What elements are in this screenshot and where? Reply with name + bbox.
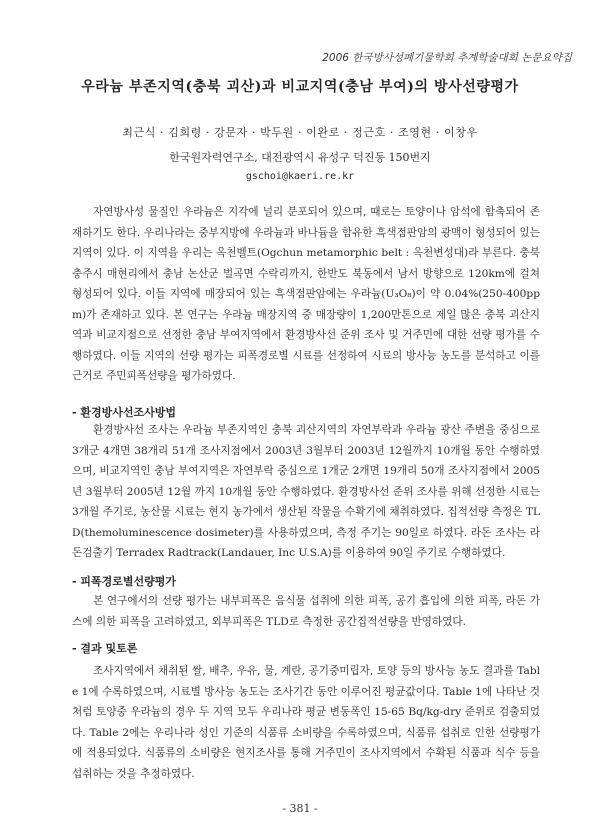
results-paragraph: 조사지역에서 채취된 쌀, 배추, 우유, 물, 계란, 공기중미립자, 토양 등의 방사능 농도 결과를 Table 1에 수록하였으며, 시료별 방사능 농도는 조사기간 동안 이루어진 평균값이다. Table 1에 나타난 것처럼 토양중 우라늄의 경우 두 지역 모두 우리나라 평균 변동폭인 15-65 Bq/kg-dry 준위로 검출되었다. Table 2에는 우리나라 성인 기준의 식품류 소비량을 수록하였으며, 식품류 섭취로 인한 선량평가에 적용되었다. 식품류의 소비량은 현지조사를 통해 거주민이 조사지역에서 수확된 식품과 식수 등을 섭취하는 것을 추정하였다.	[72, 665, 540, 780]
paper-title: 우라늄 부존지역(충북 괴산)과 비교지역(충남 부여)의 방사선량평가	[81, 79, 519, 95]
methods-paragraph: 환경방사선 조사는 우라늄 부존지역인 충북 괴산지역의 자연부락과 우라늄 광산 주변을 중심으로 3개군 4개면 38개리 51개 조사지점에서 2003년 3월부터 2003년 12월까지 10개월 동안 수행하였으며, 비교지역인 충남 부여지역은 자연부락 중심으로 1개군 2개면 19개리 50개 조사지점에서 2005년 3월부터 2005년 12월 까지 10개월 동안 수행하였다. 환경방사선 준위 조사를 위해 선정한 시료는 3개월 주기로, 농산물 시료는 현지 농가에서 생산된 작물을 수확기에 채취하였다. 집적선량 측정은 TLD(themoluminescence dosimeter)를 사용하였으며, 측정 주기는 90일로 하였다. 라돈 조사는 라돈검출기 Terradex Radtrack(Landauer, Inc U.S.A)를 이용하여 90일 주기로 수행하였다.	[72, 424, 540, 559]
pathway-paragraph: 본 연구에서의 선량 평가는 내부피폭은 음식물 섭취에 의한 피폭, 공기 흡입에 의한 피폭, 라돈 가스에 의한 피폭을 고려하였고, 외부피폭은 TLD로 측정한 공간집적선량을 반영하였다.	[72, 595, 540, 628]
intro-paragraph: 자연방사성 물질인 우라늄은 지각에 널리 분포되어 있으며, 때로는 토양이나 암석에 함축되어 존재하기도 한다. 우리나라는 중부지방에 우라늄과 바나듐을 함유한 흑색점판암의 광맥이 형성되어 있는 지역이 있다. 이 지역을 우리는 옥천벨트(Ogchun metamorphic belt : 옥천변성대)라 부른다. 충북 충주시 매현리에서 충남 논산군 벌곡면 수락리까지, 한반도 북동에서 남서 방향으로 120km에 걸쳐 형성되어 있다. 이들 지역에 매장되어 있는 흑색점판암에는 우라늄(U₃O₈)이 약 0.04%(250-400ppm)가 존재하고 있다. 본 연구는 우라늄 매장지역 중 매장량이 1,200만톤으로 제일 많은 충북 괴산지역과 비교지점으로 선정한 충남 부여지역에서 환경방사선 준위 조사 및 거주민에 대한 선량 평가를 수행하였다. 이들 지역의 선량 평가는 피폭경로별 시료를 선정하여 시료의 방사능 농도를 분석하고 이를 근거로 주민피폭선량을 평가하였다.	[72, 206, 540, 382]
author-list: 최근식 · 김희령 · 강문자 · 박두원 · 이완로 · 정근호 · 조영현 · 이창우	[122, 126, 478, 139]
page-number: - 381 -	[282, 802, 318, 815]
contact-email: gschoi@kaeri.re.kr	[245, 171, 355, 182]
results-heading: - 결과 및토론	[72, 642, 138, 655]
pathway-heading: - 피폭경로별선량평가	[72, 575, 177, 588]
affiliation: 한국원자력연구소, 대전광역시 유성구 덕진동 150번지	[169, 151, 431, 164]
running-head: 2006 한국방사성폐기물학회 추계학술대회 논문요약집	[322, 52, 572, 64]
methods-heading: - 환경방사선조사방법	[72, 406, 177, 419]
